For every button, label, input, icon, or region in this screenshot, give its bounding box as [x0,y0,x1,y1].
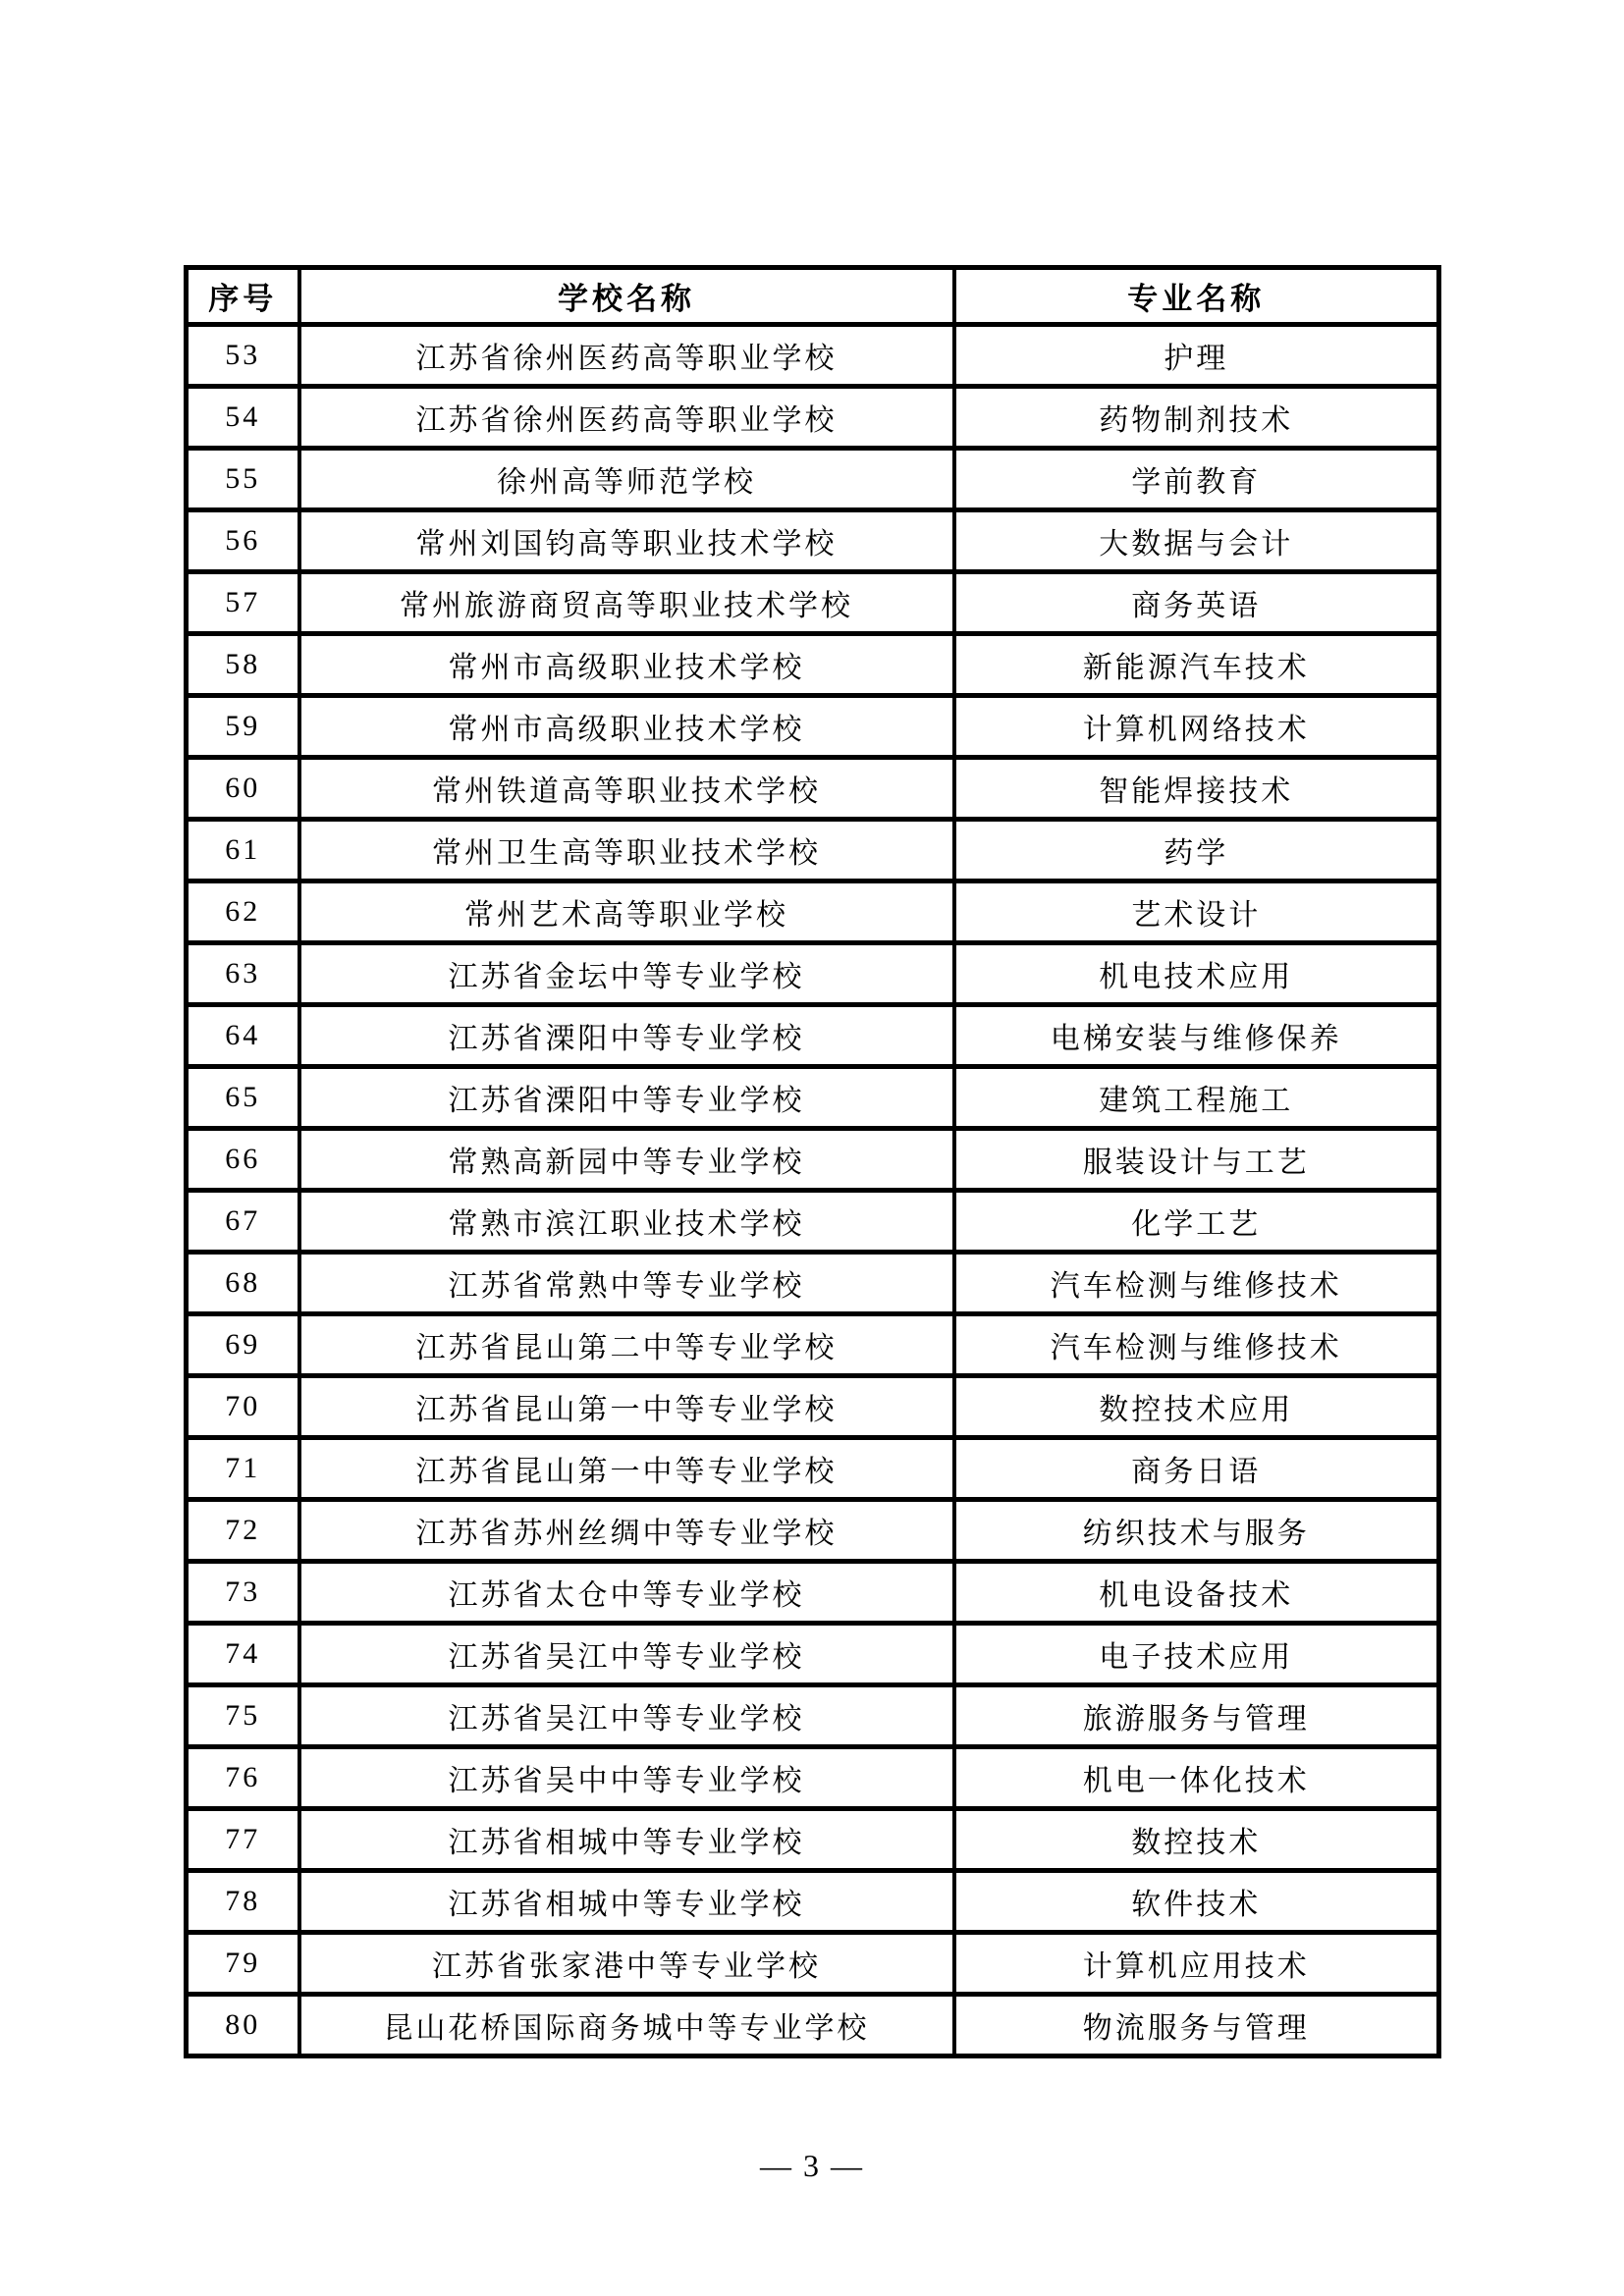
cell-major: 药物制剂技术 [954,387,1439,449]
cell-major: 数控技术 [954,1809,1439,1871]
cell-major: 新能源汽车技术 [954,634,1439,696]
table-row [187,1067,1439,1129]
table-row [187,325,1439,387]
cell-major: 商务英语 [954,572,1439,634]
table-row [187,1809,1439,1871]
table-body [187,325,1439,2056]
cell-school: 常熟市滨江职业技术学校 [299,1191,954,1253]
cell-school: 常州旅游商贸高等职业技术学校 [299,572,954,634]
cell-no: 58 [187,634,299,696]
cell-major: 物流服务与管理 [954,1995,1439,2056]
cell-school: 徐州高等师范学校 [299,449,954,510]
table-row [187,1438,1439,1500]
cell-major: 药学 [954,820,1439,881]
cell-no: 61 [187,820,299,881]
cell-school: 江苏省吴中中等专业学校 [299,1747,954,1809]
cell-school: 江苏省昆山第二中等专业学校 [299,1314,954,1376]
cell-major: 智能焊接技术 [954,758,1439,820]
cell-major: 商务日语 [954,1438,1439,1500]
table-row [187,634,1439,696]
cell-no: 76 [187,1747,299,1809]
school-major-table [184,265,1441,2058]
cell-no: 74 [187,1624,299,1685]
table-row [187,387,1439,449]
cell-school: 江苏省昆山第一中等专业学校 [299,1438,954,1500]
cell-no: 75 [187,1685,299,1747]
table-row [187,449,1439,510]
cell-school: 常州刘国钧高等职业技术学校 [299,510,954,572]
header-cell-major: 专业名称 [954,268,1439,325]
cell-school: 昆山花桥国际商务城中等专业学校 [299,1995,954,2056]
cell-school: 江苏省徐州医药高等职业学校 [299,325,954,387]
table-row [187,1624,1439,1685]
cell-no: 70 [187,1376,299,1438]
cell-no: 69 [187,1314,299,1376]
table-row [187,1191,1439,1253]
cell-major: 机电一体化技术 [954,1747,1439,1809]
table-row [187,1562,1439,1624]
cell-major: 建筑工程施工 [954,1067,1439,1129]
cell-no: 65 [187,1067,299,1129]
cell-school: 江苏省昆山第一中等专业学校 [299,1376,954,1438]
cell-school: 常州艺术高等职业学校 [299,881,954,943]
cell-school: 江苏省溧阳中等专业学校 [299,1067,954,1129]
cell-school: 江苏省吴江中等专业学校 [299,1624,954,1685]
cell-school: 江苏省金坛中等专业学校 [299,943,954,1005]
table-header-row [187,268,1439,325]
cell-no: 64 [187,1005,299,1067]
table-row [187,1253,1439,1314]
cell-no: 77 [187,1809,299,1871]
table-row [187,1747,1439,1809]
cell-major: 数控技术应用 [954,1376,1439,1438]
cell-major: 旅游服务与管理 [954,1685,1439,1747]
cell-no: 56 [187,510,299,572]
cell-school: 江苏省苏州丝绸中等专业学校 [299,1500,954,1562]
header-cell-no: 序号 [187,268,299,325]
cell-school: 江苏省吴江中等专业学校 [299,1685,954,1747]
cell-school: 常州铁道高等职业技术学校 [299,758,954,820]
cell-major: 软件技术 [954,1871,1439,1933]
cell-school: 常州市高级职业技术学校 [299,634,954,696]
table-row [187,1995,1439,2056]
cell-major: 电梯安装与维修保养 [954,1005,1439,1067]
cell-no: 66 [187,1129,299,1191]
table-row [187,1933,1439,1995]
cell-no: 67 [187,1191,299,1253]
cell-school: 江苏省相城中等专业学校 [299,1809,954,1871]
table-row [187,1871,1439,1933]
header-cell-school: 学校名称 [299,268,954,325]
table-row [187,1314,1439,1376]
cell-major: 化学工艺 [954,1191,1439,1253]
cell-school: 常州市高级职业技术学校 [299,696,954,758]
table-row [187,572,1439,634]
cell-no: 71 [187,1438,299,1500]
table-row [187,1685,1439,1747]
cell-no: 53 [187,325,299,387]
cell-major: 纺织技术与服务 [954,1500,1439,1562]
table-row [187,758,1439,820]
cell-major: 护理 [954,325,1439,387]
table-row [187,1500,1439,1562]
cell-major: 大数据与会计 [954,510,1439,572]
cell-major: 汽车检测与维修技术 [954,1253,1439,1314]
table-row [187,1129,1439,1191]
cell-school: 江苏省太仓中等专业学校 [299,1562,954,1624]
cell-major: 艺术设计 [954,881,1439,943]
cell-school: 江苏省张家港中等专业学校 [299,1933,954,1995]
cell-no: 57 [187,572,299,634]
cell-major: 计算机网络技术 [954,696,1439,758]
table-row [187,510,1439,572]
cell-no: 62 [187,881,299,943]
table-row [187,1005,1439,1067]
cell-no: 60 [187,758,299,820]
cell-school: 常熟高新园中等专业学校 [299,1129,954,1191]
cell-major: 机电设备技术 [954,1562,1439,1624]
cell-no: 59 [187,696,299,758]
cell-school: 江苏省徐州医药高等职业学校 [299,387,954,449]
cell-no: 73 [187,1562,299,1624]
cell-school: 江苏省溧阳中等专业学校 [299,1005,954,1067]
cell-major: 学前教育 [954,449,1439,510]
cell-major: 服装设计与工艺 [954,1129,1439,1191]
table-row [187,1376,1439,1438]
cell-no: 54 [187,387,299,449]
table-row [187,943,1439,1005]
cell-major: 电子技术应用 [954,1624,1439,1685]
cell-major: 机电技术应用 [954,943,1439,1005]
table-row [187,820,1439,881]
cell-major: 汽车检测与维修技术 [954,1314,1439,1376]
cell-no: 68 [187,1253,299,1314]
cell-no: 63 [187,943,299,1005]
cell-no: 55 [187,449,299,510]
cell-school: 江苏省相城中等专业学校 [299,1871,954,1933]
cell-school: 常州卫生高等职业技术学校 [299,820,954,881]
cell-no: 78 [187,1871,299,1933]
cell-school: 江苏省常熟中等专业学校 [299,1253,954,1314]
cell-no: 80 [187,1995,299,2056]
cell-no: 72 [187,1500,299,1562]
cell-major: 计算机应用技术 [954,1933,1439,1995]
table-row [187,696,1439,758]
table-row [187,881,1439,943]
cell-no: 79 [187,1933,299,1995]
page-number: — 3 — [760,2148,864,2183]
